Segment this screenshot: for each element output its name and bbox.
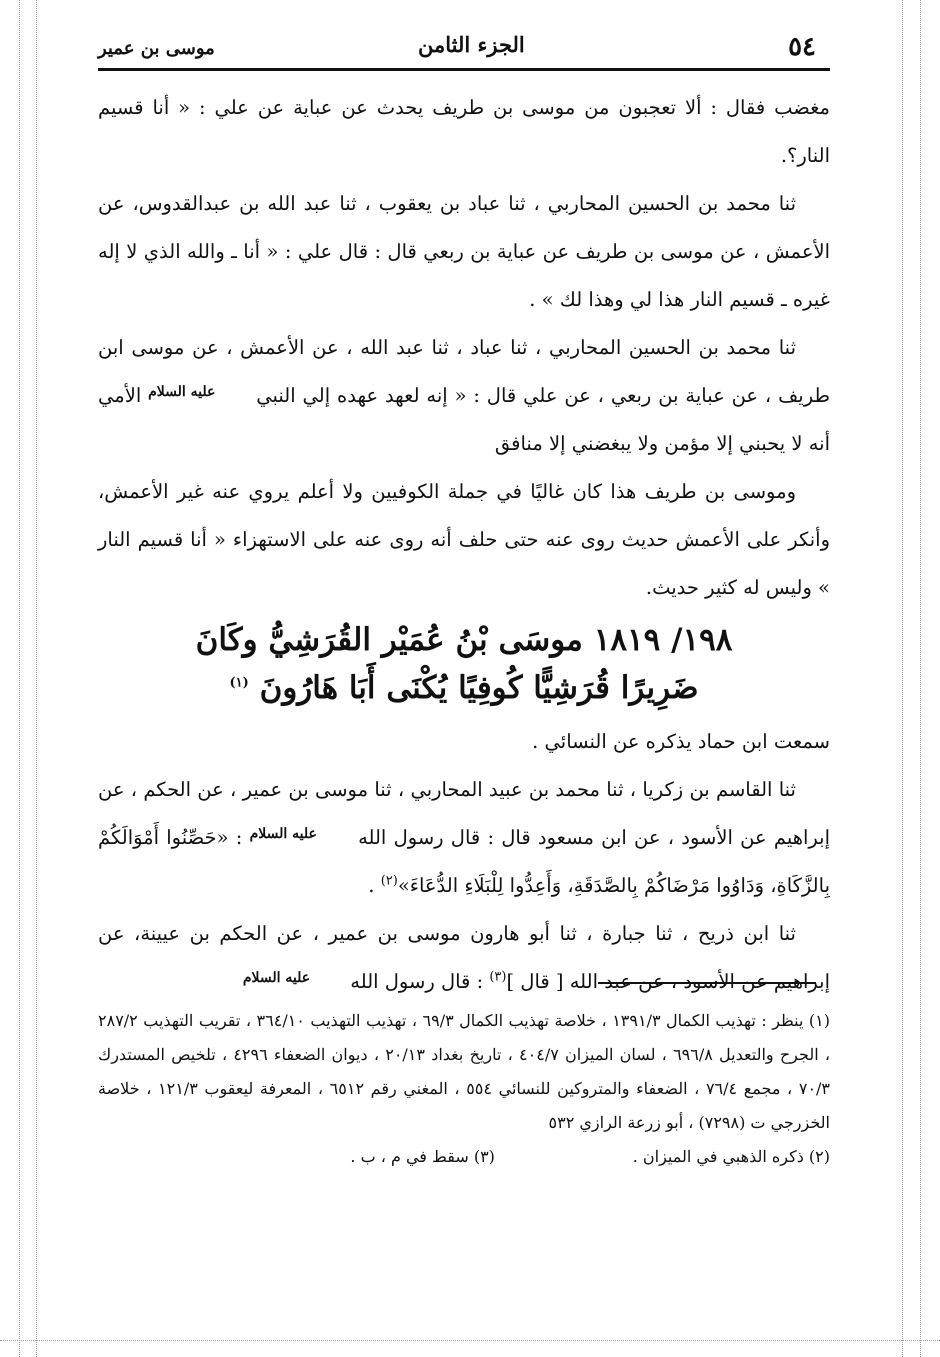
- entry-heading-text: ضَرِيرًا قُرَشِيًّا كُوفِيًا يُكْنَى أَبَا هَارُونَ: [259, 670, 699, 706]
- salutation-glyph: عليه السلام: [249, 826, 317, 842]
- paragraph-text: : قال رسول الله: [350, 970, 490, 993]
- footnote: (١) ينظر : تهذيب الكمال ١٣٩١/٣ ، خلاصة تهذيب الكمال ٦٩/٣ ، تهذيب التهذيب ٣٦٤/١٠ ، تقريب التهذيب ٢٨٧/٢ ، الجرح والتعديل ٦٩٦/٨ ، لسان الميزان ٤٠٤/٧ ، تاريخ بغداد ٢٠/١٣ ، ديوان الضعفاء ٤٢٩٦ ، تلخيص المستدرك ٧٠/٣ ، مجمع ٧٦/٤ ، الضعفاء والمتروكين للنسائي ٥٥٤ ، المغني رقم ٦٥١٢ ، المعرفة ليعقوب ١٢١/٣ ، خلاصة الخزرجي ت (٧٢٩٨) ، أبو زرعة الرازي ٥٣٢: [98, 1011, 831, 1132]
- footnotes: [98, 1004, 830, 1174]
- entry-heading-line: [98, 664, 830, 712]
- paragraph-text: ثنا القاسم بن زكريا ، ثنا محمد بن عبيد المحاربي ، ثنا موسى بن عمير ، عن الحكم ، عن إبراهيم عن الأسود ، عن ابن مسعود قال : قال رسول الله: [98, 778, 831, 849]
- hadith-text: : «حَصِّنُوا أَمْوَالَكُمْ بِالزَّكَاةِ، وَدَاوُوا مَرْضَاكُمْ بِالصَّدَقَةِ، وَأَعِدُّوا لِلْبَلَاءِ الدُّعَاءَ»: [98, 826, 830, 897]
- scan-guide-line: [902, 0, 903, 1357]
- footnote-marker: (٣): [489, 969, 507, 985]
- paragraph-text: ثنا محمد بن الحسين المحاربي ، ثنا عباد ، ثنا عبد الله ، عن الأعمش ، عن موسى ابن طريف ، عن عباية بن ربعي ، عن علي قال : « إنه لعهد عهده إلي النبي: [98, 336, 830, 407]
- paragraph: ثنا محمد بن الحسين المحاربي ، ثنا عباد بن يعقوب ، ثنا عبد الله بن عبدالقدوس، عن الأعمش ، عن موسى بن طريف عن عباية بن ربعي قال : قال علي : « أنا ـ والله الذي لا إله غيره ـ قسيم النار هذا لي وهذا لك » .: [98, 192, 830, 311]
- paragraph: سمعت ابن حماد يذكره عن النسائي .: [532, 730, 830, 753]
- scan-guide-line: [0, 1340, 940, 1341]
- entry-heading-line: ١٩٨/ ١٨١٩ موسَى بْنُ عُمَيْر القُرَشِيُّ وكَانَ: [195, 622, 733, 658]
- scan-guide-line: [36, 0, 37, 1357]
- main-text: [98, 84, 830, 1006]
- footnote-marker: (١): [229, 675, 249, 691]
- page-number: ٥٤: [788, 32, 816, 62]
- paragraph: وموسى بن طريف هذا كان غاليًا في جملة الكوفيين ولا أعلم يروي عنه غير الأعمش، وأنكر على الأعمش حديث روى عنه حتى حلف أنه روى عنه على الاستهزاء « أنا قسيم النار » وليس له كثير حديث.: [98, 480, 830, 599]
- paragraph-text: ثنا ابن ذريح ، ثنا جبارة ، ثنا أبو هارون موسى بن عمير ، عن الحكم بن عيينة، عن إبراهيم عن الأسود ، عن عبد الله [ قال ]: [98, 922, 830, 993]
- running-header: [98, 32, 830, 71]
- paragraph-text: الأمي أنه لا يحبني إلا مؤمن ولا يبغضني إلا منافق: [98, 384, 830, 455]
- footnote: (٣) سقط في م ، ب .: [350, 1147, 495, 1166]
- scan-guide-line: [920, 0, 921, 1357]
- salutation-glyph: عليه السلام: [242, 970, 311, 986]
- entry-heading: [98, 616, 830, 712]
- paragraph: [98, 910, 830, 1006]
- scan-guide-line: [19, 0, 20, 1357]
- paragraph: [98, 766, 830, 910]
- part-title: الجزء الثامن: [418, 32, 525, 57]
- entry-running-title: موسى بن عمير: [98, 38, 215, 59]
- salutation-glyph: عليه السلام: [148, 384, 216, 400]
- paragraph-text: .: [368, 874, 381, 897]
- footnote-separator: [598, 982, 816, 984]
- paragraph: مغضب فقال : ألا تعجبون من موسى بن طريف يحدث عن عباية عن علي : « أنا قسيم النار؟.: [98, 96, 830, 167]
- paragraph: [98, 324, 830, 468]
- footnote: (٢) ذكره الذهبي في الميزان .: [632, 1147, 830, 1166]
- footnote-row: [98, 1140, 830, 1174]
- footnote-marker: (٢): [380, 873, 398, 889]
